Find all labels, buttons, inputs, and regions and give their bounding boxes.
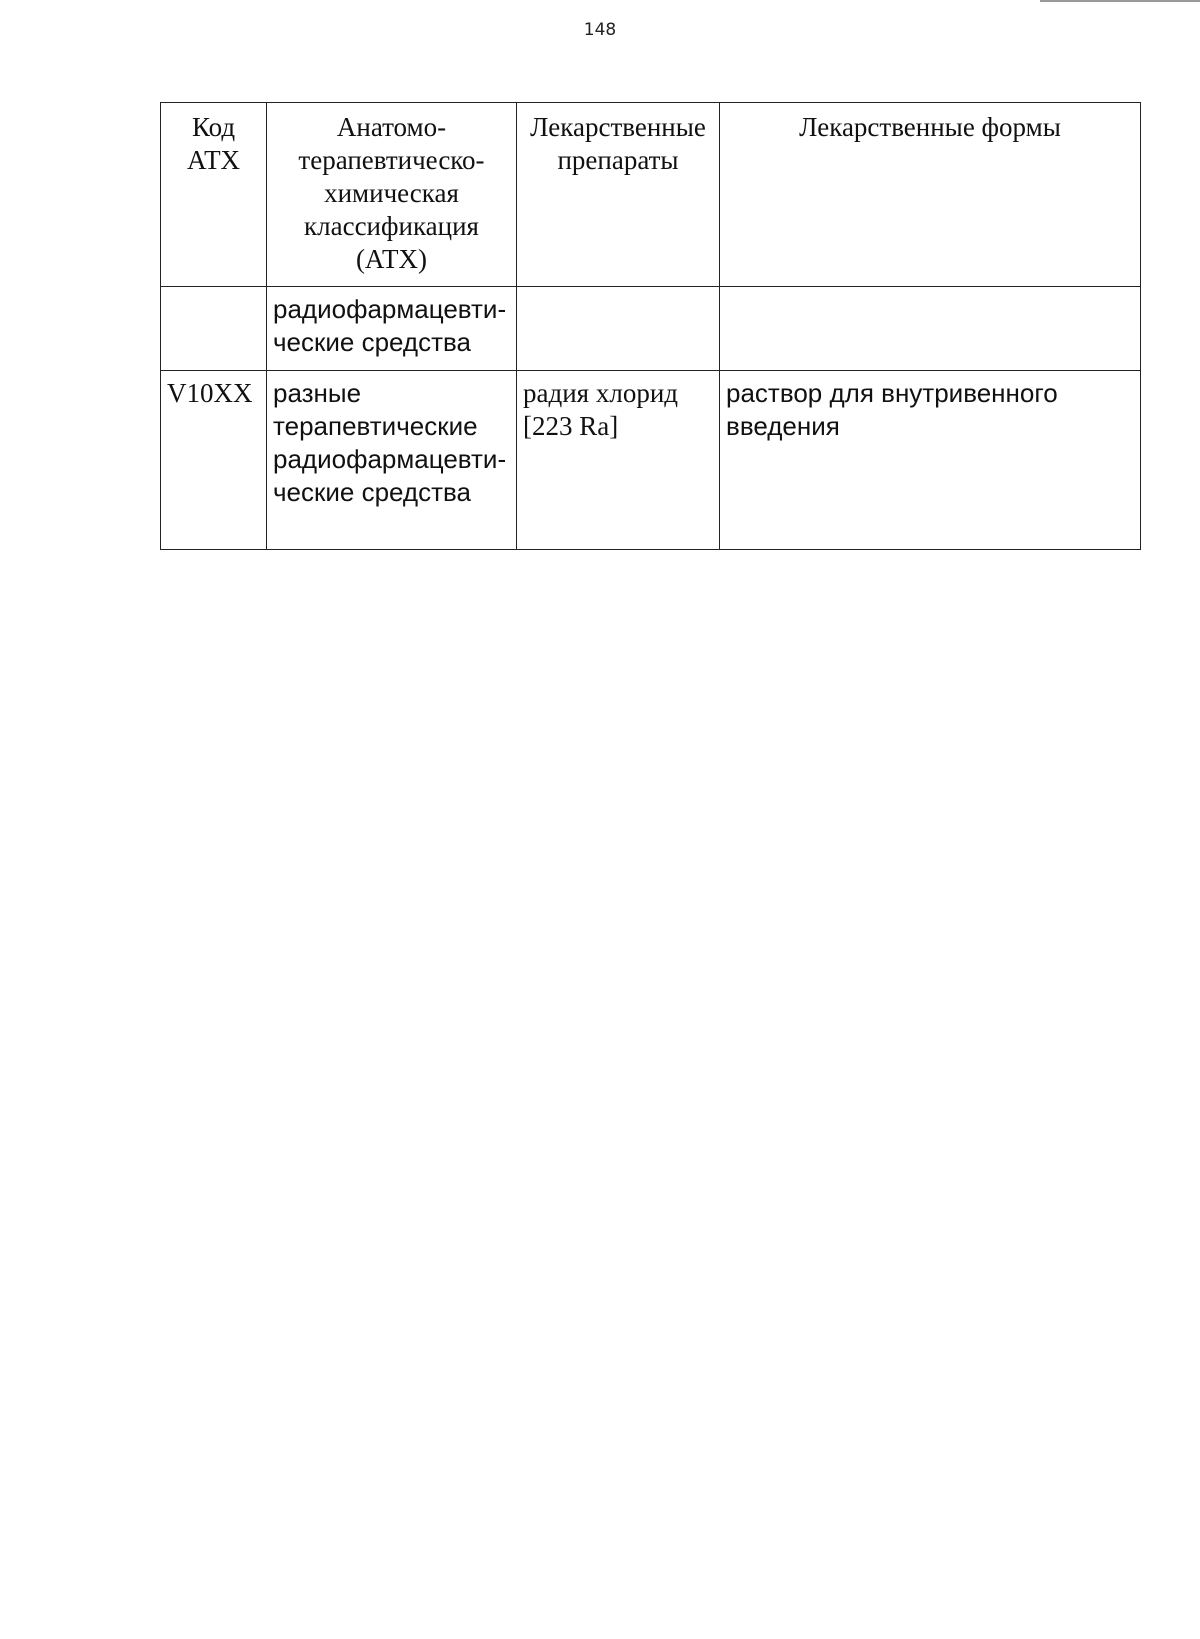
cell-code: V10XX <box>161 371 267 550</box>
atc-drug-table <box>160 102 1141 550</box>
table-row <box>161 371 1141 550</box>
scan-edge-line <box>1040 0 1200 2</box>
header-dosage-forms: Лекарственные формы <box>720 103 1141 287</box>
header-code: Код АТХ <box>161 103 267 287</box>
header-atc-classification: Анатомо-терапевтическо-химическая классификация (АТХ) <box>267 103 517 287</box>
cell-atc-classification: разные терапевтические радиофармацевти-ческие средства <box>267 371 517 550</box>
table-row <box>161 287 1141 371</box>
cell-dosage-forms: раствор для внутривенного введения <box>720 371 1141 550</box>
header-drugs: Лекарственные препараты <box>517 103 720 287</box>
table-header-row <box>161 103 1141 287</box>
cell-code <box>161 287 267 371</box>
cell-dosage-forms <box>720 287 1141 371</box>
cell-drugs: радия хлорид [223 Ra] <box>517 371 720 550</box>
cell-drugs <box>517 287 720 371</box>
cell-atc-classification: радиофармацевти-ческие средства <box>267 287 517 371</box>
page-number: 148 <box>583 20 617 40</box>
